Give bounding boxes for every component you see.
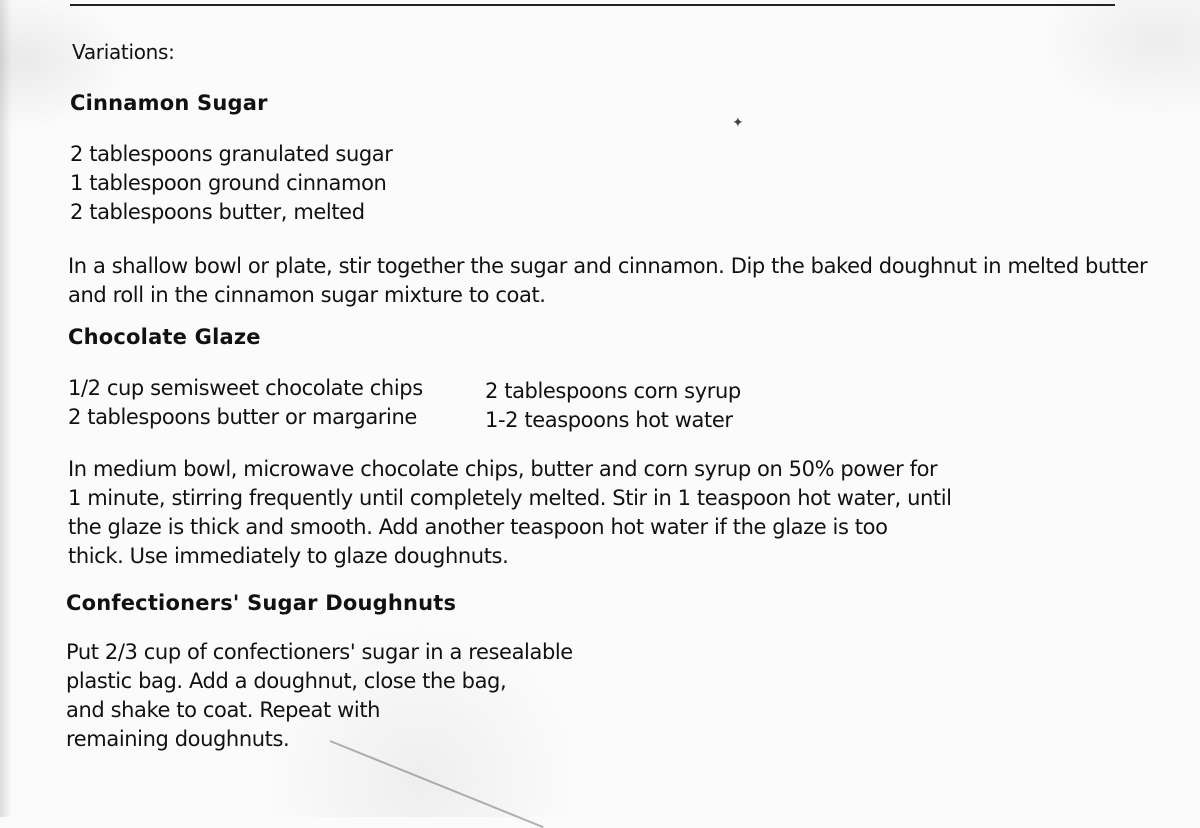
ingredient-line: 2 tablespoons butter, melted — [70, 200, 365, 224]
chocolate-glaze-title: Chocolate Glaze — [68, 325, 261, 349]
instruction-line: Put 2/3 cup of confectioners' sugar in a resealable — [66, 640, 573, 664]
instruction-line: remaining doughnuts. — [66, 727, 290, 751]
top-divider-line — [70, 4, 1115, 6]
ingredient-line: 1/2 cup semisweet chocolate chips — [68, 376, 423, 400]
ingredient-line: 1-2 teaspoons hot water — [485, 408, 733, 432]
ink-speck: ✦ — [732, 115, 744, 131]
chocolate-glaze-instructions — [68, 455, 952, 571]
chocolate-glaze-ingredients-left — [68, 374, 423, 432]
instruction-line: the glaze is thick and smooth. Add another teaspoon hot water if the glaze is too — [68, 515, 888, 539]
chocolate-glaze-ingredients-right — [485, 377, 741, 435]
cinnamon-sugar-instructions — [68, 252, 1147, 310]
instruction-line: and shake to coat. Repeat with — [66, 698, 381, 722]
instruction-line: and roll in the cinnamon sugar mixture to coat. — [68, 283, 546, 307]
confectioners-sugar-instructions — [66, 638, 573, 754]
ingredient-line: 1 tablespoon ground cinnamon — [70, 171, 387, 195]
page-edge-shadow — [0, 0, 12, 817]
confectioners-sugar-title: Confectioners' Sugar Doughnuts — [66, 591, 457, 615]
instruction-line: plastic bag. Add a doughnut, close the bag, — [66, 669, 507, 693]
ingredient-line: 2 tablespoons granulated sugar — [70, 142, 393, 166]
cinnamon-sugar-title: Cinnamon Sugar — [70, 91, 268, 115]
instruction-line: In a shallow bowl or plate, stir together the sugar and cinnamon. Dip the baked doughnut in melted butter — [68, 254, 1148, 278]
ingredient-line: 2 tablespoons butter or margarine — [68, 405, 417, 429]
variations-heading: Variations: — [72, 40, 175, 64]
cinnamon-sugar-ingredients — [70, 140, 393, 227]
instruction-line: 1 minute, stirring frequently until completely melted. Stir in 1 teaspoon hot water, until — [68, 486, 952, 510]
instruction-line: In medium bowl, microwave chocolate chips, butter and corn syrup on 50% power for — [68, 457, 938, 481]
ingredient-line: 2 tablespoons corn syrup — [485, 379, 741, 403]
instruction-line: thick. Use immediately to glaze doughnuts. — [68, 544, 509, 568]
